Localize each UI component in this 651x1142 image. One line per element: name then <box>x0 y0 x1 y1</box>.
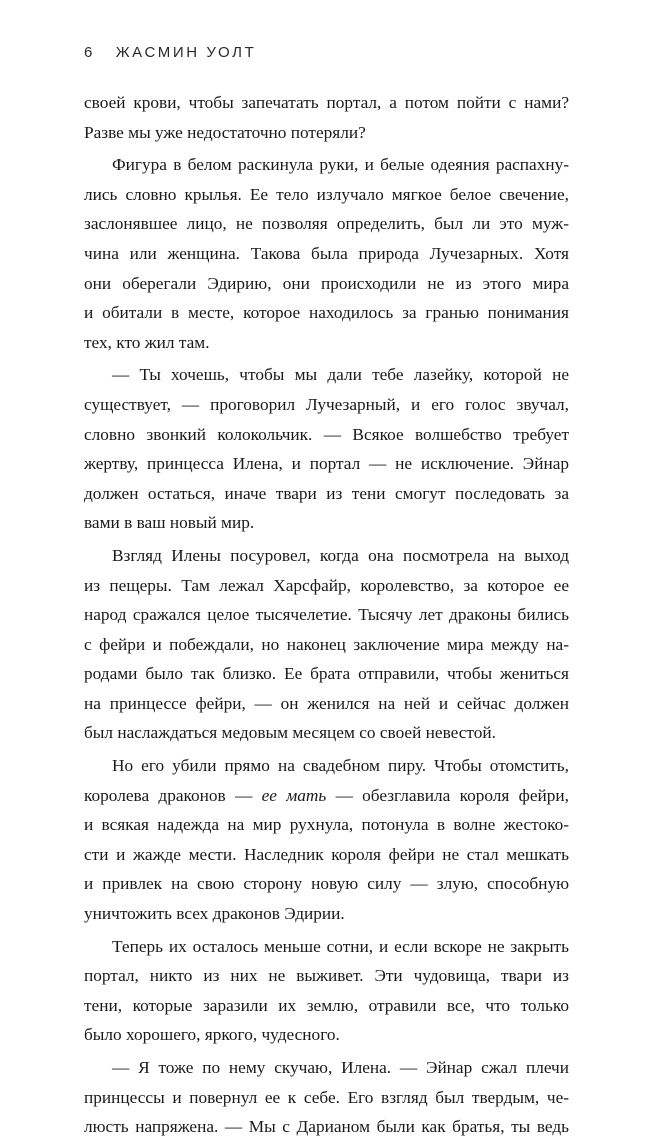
text-line <box>84 781 569 811</box>
text-line: Разве мы уже недостаточно потеряли? <box>84 122 366 142</box>
paragraph <box>84 541 569 748</box>
text-segment: — обезглавила короля фейри, <box>326 785 569 805</box>
paragraph <box>84 150 569 357</box>
paragraph <box>84 1053 569 1142</box>
text-line: на принцессе фейри, — он женился на ней и сейчас должен <box>84 693 569 713</box>
text-line: — Я тоже по нему скучаю, Илена. — Эйнар сжал плечи <box>112 1058 569 1077</box>
text-line: существует, — проговорил Лучезарный, и его голос звучал, <box>84 394 569 414</box>
text-line: с фейри и побеждали, но наконец заключение мира между на- <box>84 634 569 654</box>
text-line: жертву, принцесса Илена, и портал — не исключение. Эйнар <box>84 454 569 474</box>
text-line: своей крови, чтобы запечатать портал, а потом пойти с нами? <box>84 93 569 112</box>
text-line: из пещеры. Там лежал Харсфайр, королевство, за которое ее <box>84 575 569 595</box>
text-line: должен остаться, иначе твари из тени смогут последовать за <box>84 483 569 503</box>
text-line: было хорошего, яркого, чудесного. <box>84 1025 340 1045</box>
text-segment: королева драконов — <box>84 785 262 805</box>
text-line: лись словно крылья. Ее тело излучало мягкое белое свечение, <box>84 184 569 204</box>
page-number: 6 <box>84 44 95 61</box>
text-line: уничтожить всех драконов Эдирии. <box>84 904 345 924</box>
paragraph <box>84 360 569 538</box>
text-line: тех, кто жил там. <box>84 332 210 352</box>
text-line: заслонявшее лицо, не позволяя определить, был ли это муж- <box>84 214 569 234</box>
text-line: и привлек на свою сторону новую силу — злую, способную <box>84 874 569 894</box>
body-text <box>84 88 569 1142</box>
text-line: вами в ваш новый мир. <box>84 513 255 533</box>
text-line: народ сражался целое тысячелетие. Тысячу лет драконы бились <box>84 605 569 625</box>
text-line: родами было так близко. Ее брата отправили, чтобы жениться <box>84 664 569 684</box>
text-line: тени, которые заразили их землю, отравили все, что только <box>84 995 569 1015</box>
text-line: — Ты хочешь, чтобы мы дали тебе лазейку, которой не <box>112 365 569 385</box>
text-line: Теперь их осталось меньше сотни, и если вскоре не закрыть <box>112 936 569 956</box>
text-line: и всякая надежда на мир рухнула, потонула в волне жестоко- <box>84 815 569 835</box>
text-line: чина или женщина. Такова была природа Лучезарных. Хотя <box>84 243 569 263</box>
text-line: сти и жажде мести. Наследник короля фейри не стал мешкать <box>84 844 569 864</box>
paragraph <box>84 932 569 1050</box>
text-line: и обитали в месте, которое находилось за гранью понимания <box>84 303 569 323</box>
text-line: Фигура в белом раскинула руки, и белые одеяния распахну- <box>112 155 569 175</box>
text-line: портал, никто из них не выживет. Эти чудовища, твари из <box>84 966 569 986</box>
text-line: принцессы и повернул ее к себе. Его взгляд был твердым, че- <box>84 1087 569 1107</box>
paragraph <box>84 751 569 929</box>
running-head <box>84 44 256 61</box>
paragraph <box>84 88 569 147</box>
text-line: люсть напряжена. — Мы с Дарианом были как братья, ты ведь <box>84 1117 569 1137</box>
text-line: был наслаждаться медовым месяцем со своей невестой. <box>84 723 496 743</box>
text-line: Взгляд Илены посуровел, когда она посмотрела на выход <box>112 545 569 565</box>
text-line: Но его убили прямо на свадебном пиру. Чтобы отомстить, <box>112 756 569 776</box>
text-line: словно звонкий колокольчик. — Всякое волшебство требует <box>84 424 569 444</box>
author-name: ЖАСМИН УОЛТ <box>115 44 257 61</box>
italic-phrase: ее мать <box>261 785 327 805</box>
text-line: они оберегали Эдирию, они происходили не из этого мира <box>84 273 569 293</box>
